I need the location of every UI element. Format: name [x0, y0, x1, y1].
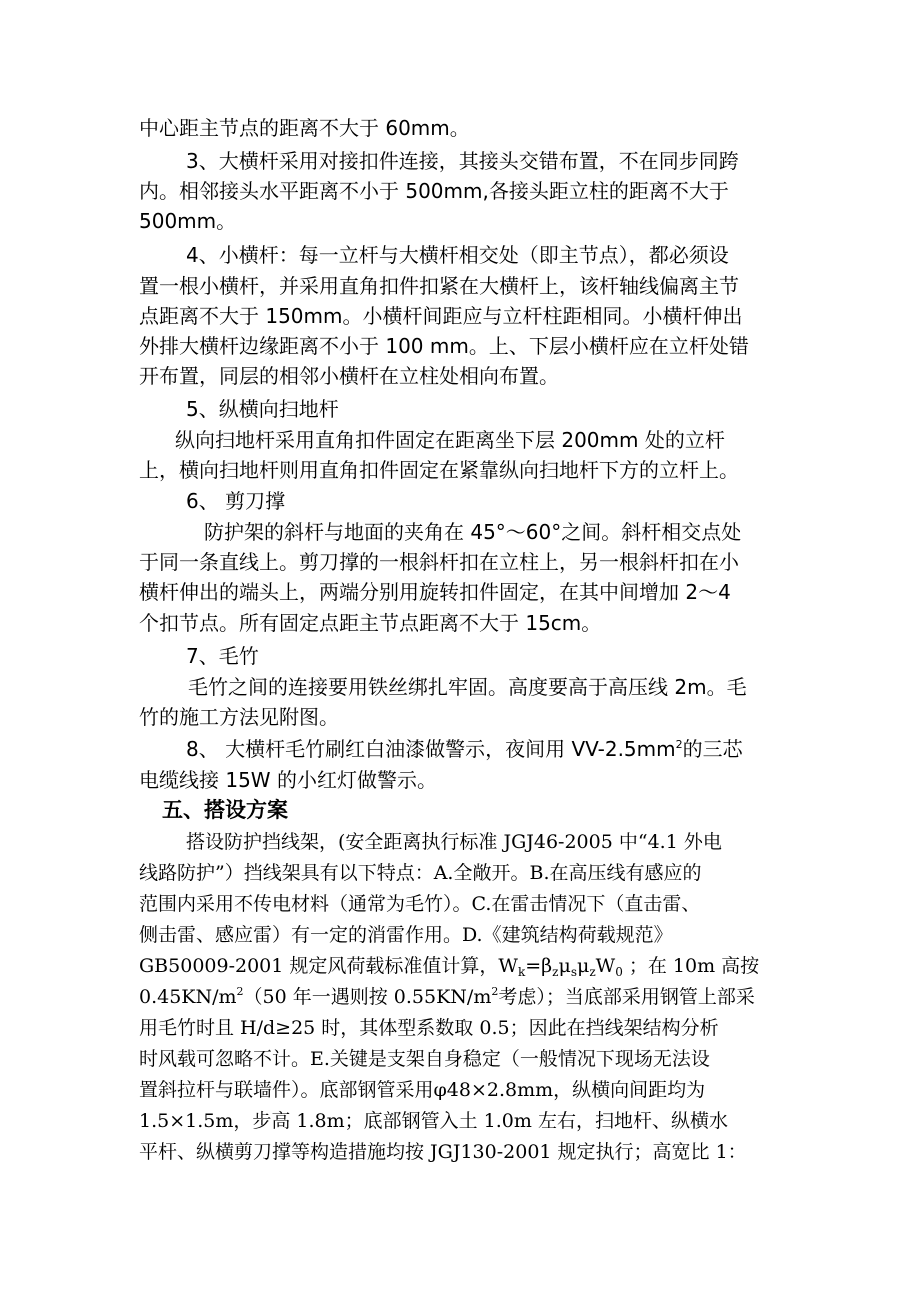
item6-line-4: 个扣节点。所有固定点距主节点距离不大于 15cm。 — [139, 611, 602, 635]
item6-title: 6、 剪刀撑 — [186, 489, 286, 513]
section5-line-3: 范围内采用不传电材料（通常为毛竹）。C.在雷击情况下（直击雷、 — [139, 893, 701, 915]
item8-line-1: 8、 大横杆毛竹刷红白油漆做警示，夜间用 $VV-2.5mm^2$的三芯 — [186, 737, 743, 761]
item4-line-4: 外排大横杆边缘距离不小于 100 mm。上、下层小横杆应在立杆处错 — [139, 334, 749, 358]
section5-line-5-formula: GB50009-2001 规定风荷载标准值计算，$W_k=\beta_z\mu_s\mu_zW_0$ ；在 10m 高按 — [139, 955, 760, 979]
section5-heading: 五、搭设方案 — [162, 798, 288, 822]
section5-line-8: 时风载可忽略不计。E.关键是支架自身稳定（一般情况下现场无法设 — [139, 1048, 710, 1070]
item5-line-2: 上，横向扫地杆则用直角扣件固定在紧靠纵向扫地杆下方的立杆上。 — [139, 458, 739, 482]
item8-line-2: 电缆线接 15W 的小红灯做警示。 — [139, 768, 437, 792]
section5-line-1: 搭设防护挡线架，(安全距离执行标准 JGJ46-2005 中“4.1 外电 — [186, 831, 722, 853]
item7-line-1: 毛竹之间的连接要用铁丝绑扎牢固。高度要高于高压线 2m。毛 — [188, 675, 747, 699]
item7-title: 7、毛竹 — [186, 644, 259, 668]
section5-line-6: $0.45KN/m^2(50$ 年一遇则按 $0.55KN/m^2$考虑）；当底部采用钢管上部采 — [139, 985, 755, 1008]
item7-line-2: 竹的施工方法见附图。 — [139, 705, 339, 729]
section5-line-11: 平杆、纵横剪刀撑等构造措施均按 JGJ130-2001 规定执行；高宽比 1： — [139, 1141, 747, 1163]
section5-line-10: 1.5×1.5m，步高 1.8m；底部钢管入土 1.0m 左右，扫地杆、纵横水 — [139, 1110, 728, 1132]
item4-line-2: 置一根小横杆，并采用直角扣件扣紧在大横杆上，该杆轴线偏离主节 — [139, 274, 739, 298]
item4-line-5: 开布置，同层的相邻小横杆在立柱处相向布置。 — [139, 364, 559, 388]
item3-line-2: 内。相邻接头水平距离不小于 500mm,各接头距立柱的距离不大于 — [139, 179, 729, 203]
item6-line-3: 横杆伸出的端头上，两端分别用旋转扣件固定，在其中间增加 2～4 — [139, 580, 731, 604]
item4-line-1: 4、小横杆：每一立杆与大横杆相交处（即主节点），都必须设 — [186, 243, 729, 267]
item5-title: 5、纵横向扫地杆 — [186, 397, 339, 421]
section5-line-9: 置斜拉杆与联墙件）。底部钢管采用φ48×2.8mm，纵横向间距均为 — [139, 1079, 706, 1101]
item6-line-1: 防护架的斜杆与地面的夹角在 45°～60°之间。斜杆相交点处 — [204, 520, 742, 544]
section5-line-7: 用毛竹时且 H/d≥25 时，其体型系数取 0.5；因此在挡线架结构分析 — [139, 1017, 719, 1039]
item3-line-1: 3、大横杆采用对接扣件连接，其接头交错布置，不在同步同跨 — [186, 149, 739, 173]
item3-line-3: 500mm。 — [139, 209, 237, 233]
section5-line-4: 侧击雷、感应雷）有一定的消雷作用。D.《建筑结构荷载规范》 — [139, 924, 673, 946]
item5-line-1: 纵向扫地杆采用直角扣件固定在距离坐下层 200mm 处的立杆 — [175, 428, 725, 452]
item6-line-2: 于同一条直线上。剪刀撑的一根斜杆扣在立柱上，另一根斜杆扣在小 — [139, 550, 739, 574]
section5-line-2: 线路防护”）挡线架具有以下特点：A.全敞开。B.在高压线有感应的 — [139, 862, 702, 884]
item4-line-3: 点距离不大于 150mm。小横杆间距应与立杆柱距相同。小横杆伸出 — [139, 304, 743, 328]
item2-tail-line: 中心距主节点的距离不大于 60mm。 — [139, 116, 470, 140]
